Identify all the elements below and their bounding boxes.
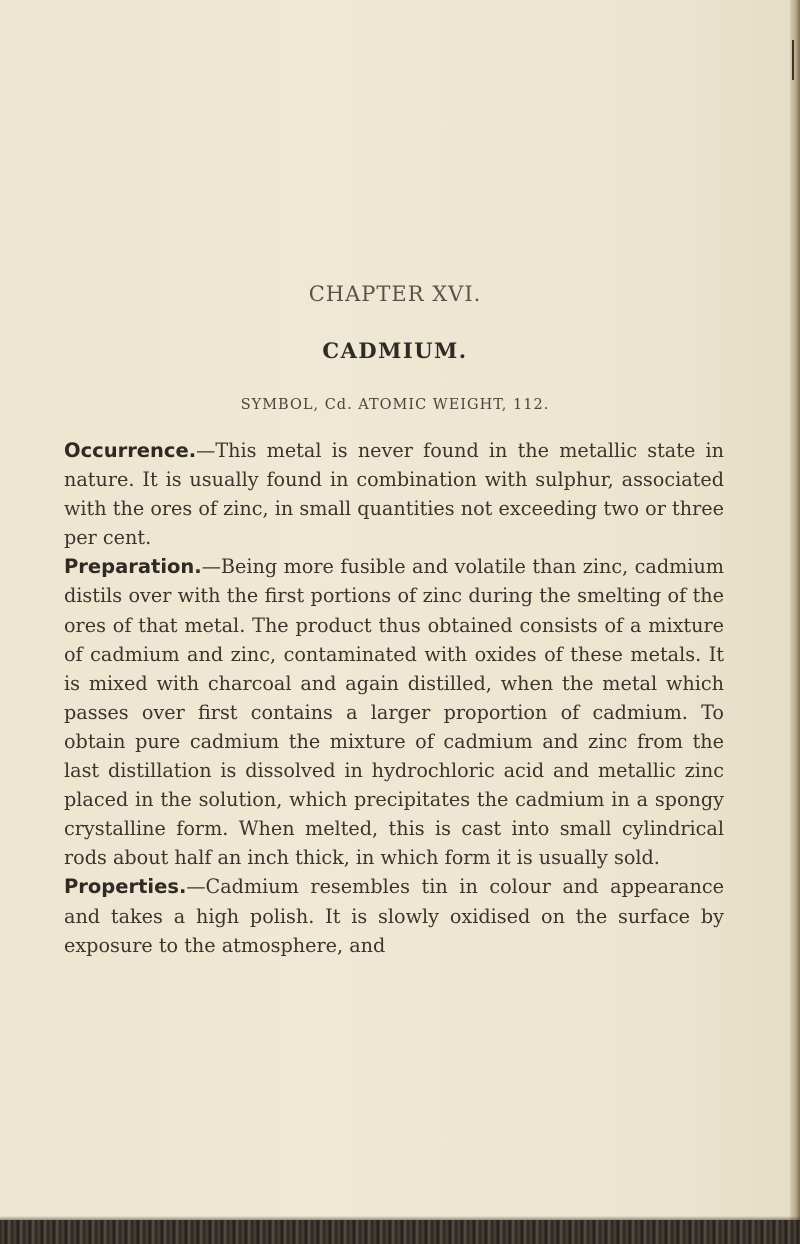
section-heading: Occurrence. [64, 439, 197, 462]
section-body: —Being more fusible and volatile than zinc, cadmium distils over with the first portions of zinc during the smelting of the ores of that metal. The product thus obtained consists of a mixture of cadmium and zinc, contaminated with oxides of these metals. It is mixed with charcoal and again distilled, when the metal which passes over first contains a larger proportion of cadmium. To obtain pure cadmium the mixture of cadmium and zinc from the last distillation is dissolved in hydrochloric acid and metallic zinc placed in the solution, which precipitates the cadmium in a spongy crystalline form. When melted, this is cast into small cylindrical rods about half an inch thick, in which form it is usually sold. [64, 555, 724, 870]
paragraph-occurrence [64, 436, 724, 552]
page-title: CADMIUM. [322, 338, 468, 363]
body-text [64, 436, 724, 960]
page-edge-shadow [790, 0, 800, 1244]
page-edge-mark [792, 40, 794, 80]
section-heading: Properties. [64, 875, 187, 899]
paragraph-preparation [64, 552, 724, 872]
section-body: —Cadmium resembles tin in colour and appearance and takes a high polish. It is slowly oxidised on the surface by exposure to the atmosphere, and [64, 875, 724, 957]
section-heading: Preparation. [64, 555, 202, 579]
section-body: —This metal is never found in the metallic state in nature. It is usually found in combination with sulphur, associated with the ores of zinc, in small quantities not exceeding two or three per cent. [64, 439, 724, 550]
paragraph-properties [64, 872, 724, 959]
symbol-line: SYMBOL, Cd. ATOMIC WEIGHT, 112. [240, 397, 550, 413]
chapter-heading: CHAPTER XVI. [308, 282, 482, 306]
scan-bottom-edge [0, 1220, 800, 1244]
